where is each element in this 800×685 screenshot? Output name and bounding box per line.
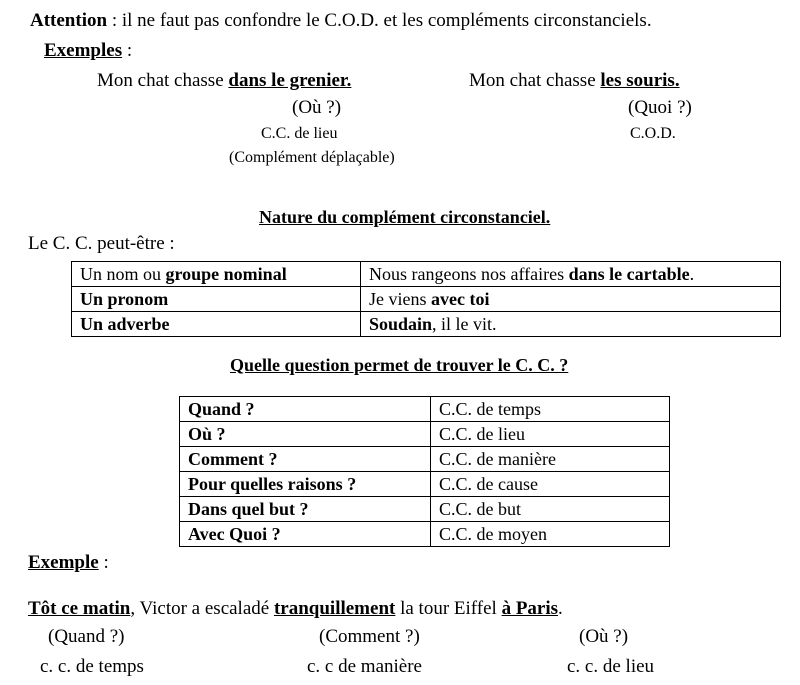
example-sentence: [28, 598, 563, 620]
table-row: [180, 422, 670, 447]
nature-table: [71, 261, 781, 337]
table-row: [180, 397, 670, 422]
nature-title: Nature du complément circonstanciel.: [259, 207, 551, 227]
table-row: [72, 287, 781, 312]
table-row: [72, 262, 781, 287]
table-cell: Comment ?: [180, 447, 431, 472]
sentence-part: à Paris: [501, 598, 559, 619]
cell-bold-text: groupe nominal: [165, 264, 287, 284]
table-cell: C.C. de cause: [431, 472, 670, 497]
table-row: [180, 497, 670, 522]
cell-text: Un nom ou: [80, 264, 166, 284]
sentence-part: tranquillement: [273, 598, 396, 619]
example-left-question: (Où ?): [292, 97, 342, 118]
table-cell: C.C. de but: [431, 497, 670, 522]
exemples-colon: :: [122, 40, 133, 61]
attention-label: Attention: [30, 10, 108, 31]
table-cell: Où ?: [180, 422, 431, 447]
sentence-part: la tour Eiffel: [395, 598, 502, 619]
attention-line: [30, 10, 652, 32]
table-cell: [361, 262, 781, 287]
table-cell: [361, 287, 781, 312]
example-left-highlight: dans le grenier.: [228, 70, 352, 91]
exemple-label: Exemple: [28, 552, 99, 573]
table-cell: C.C. de moyen: [431, 522, 670, 547]
example-left-type: C.C. de lieu: [261, 125, 338, 142]
cell-bold-text: avec toi: [431, 289, 490, 309]
cell-text: , il le vit.: [432, 314, 497, 334]
example-right-question: (Quoi ?): [628, 97, 692, 118]
table-cell: Pour quelles raisons ?: [180, 472, 431, 497]
table-row: [180, 472, 670, 497]
table-cell: Dans quel but ?: [180, 497, 431, 522]
cell-bold-text: dans le cartable: [568, 264, 690, 284]
nature-intro: Le C. C. peut-être :: [28, 233, 175, 254]
table-cell: C.C. de manière: [431, 447, 670, 472]
exemples-label: Exemples: [44, 40, 123, 61]
table-cell: C.C. de lieu: [431, 422, 670, 447]
table-cell: Avec Quoi ?: [180, 522, 431, 547]
table-cell: Un adverbe: [72, 312, 361, 337]
table-row: [180, 447, 670, 472]
table-cell: Quand ?: [180, 397, 431, 422]
sentence-part: , Victor a escaladé: [130, 598, 274, 619]
table-cell: [72, 262, 361, 287]
example-left-sentence: [97, 70, 351, 92]
table-cell: C.C. de temps: [431, 397, 670, 422]
table-cell: [361, 312, 781, 337]
sentence-part: Tôt ce matin: [28, 598, 131, 619]
exemple-colon: :: [98, 552, 109, 573]
sentence-part: .: [558, 598, 563, 619]
analysis-type: c. c de manière: [307, 656, 422, 677]
cell-text: .: [689, 264, 695, 284]
analysis-type: c. c. de temps: [40, 656, 144, 677]
example-left-prefix: Mon chat chasse: [97, 70, 229, 91]
example-right-type: C.O.D.: [630, 125, 676, 142]
analysis-question: (Où ?): [579, 626, 629, 647]
question-table: [179, 396, 670, 547]
exemples-heading: [44, 40, 132, 62]
table-row: [180, 522, 670, 547]
cell-text: Nous rangeons nos affaires: [369, 264, 569, 284]
cell-text: Je viens: [369, 289, 431, 309]
analysis-question: (Comment ?): [319, 626, 420, 647]
example-right-prefix: Mon chat chasse: [469, 70, 601, 91]
cell-bold-text: Soudain: [369, 314, 433, 334]
table-row: [72, 312, 781, 337]
exemple-heading: [28, 552, 109, 574]
analysis-question: (Quand ?): [48, 626, 125, 647]
example-right-highlight: les souris.: [600, 70, 680, 91]
analysis-type: c. c. de lieu: [567, 656, 655, 677]
attention-text: : il ne faut pas confondre le C.O.D. et les compléments circonstanciels.: [107, 10, 652, 31]
example-left-note: (Complément déplaçable): [229, 149, 395, 166]
table-cell: Un pronom: [72, 287, 361, 312]
question-title: Quelle question permet de trouver le C. C. ?: [230, 355, 569, 375]
example-right-sentence: [469, 70, 680, 92]
